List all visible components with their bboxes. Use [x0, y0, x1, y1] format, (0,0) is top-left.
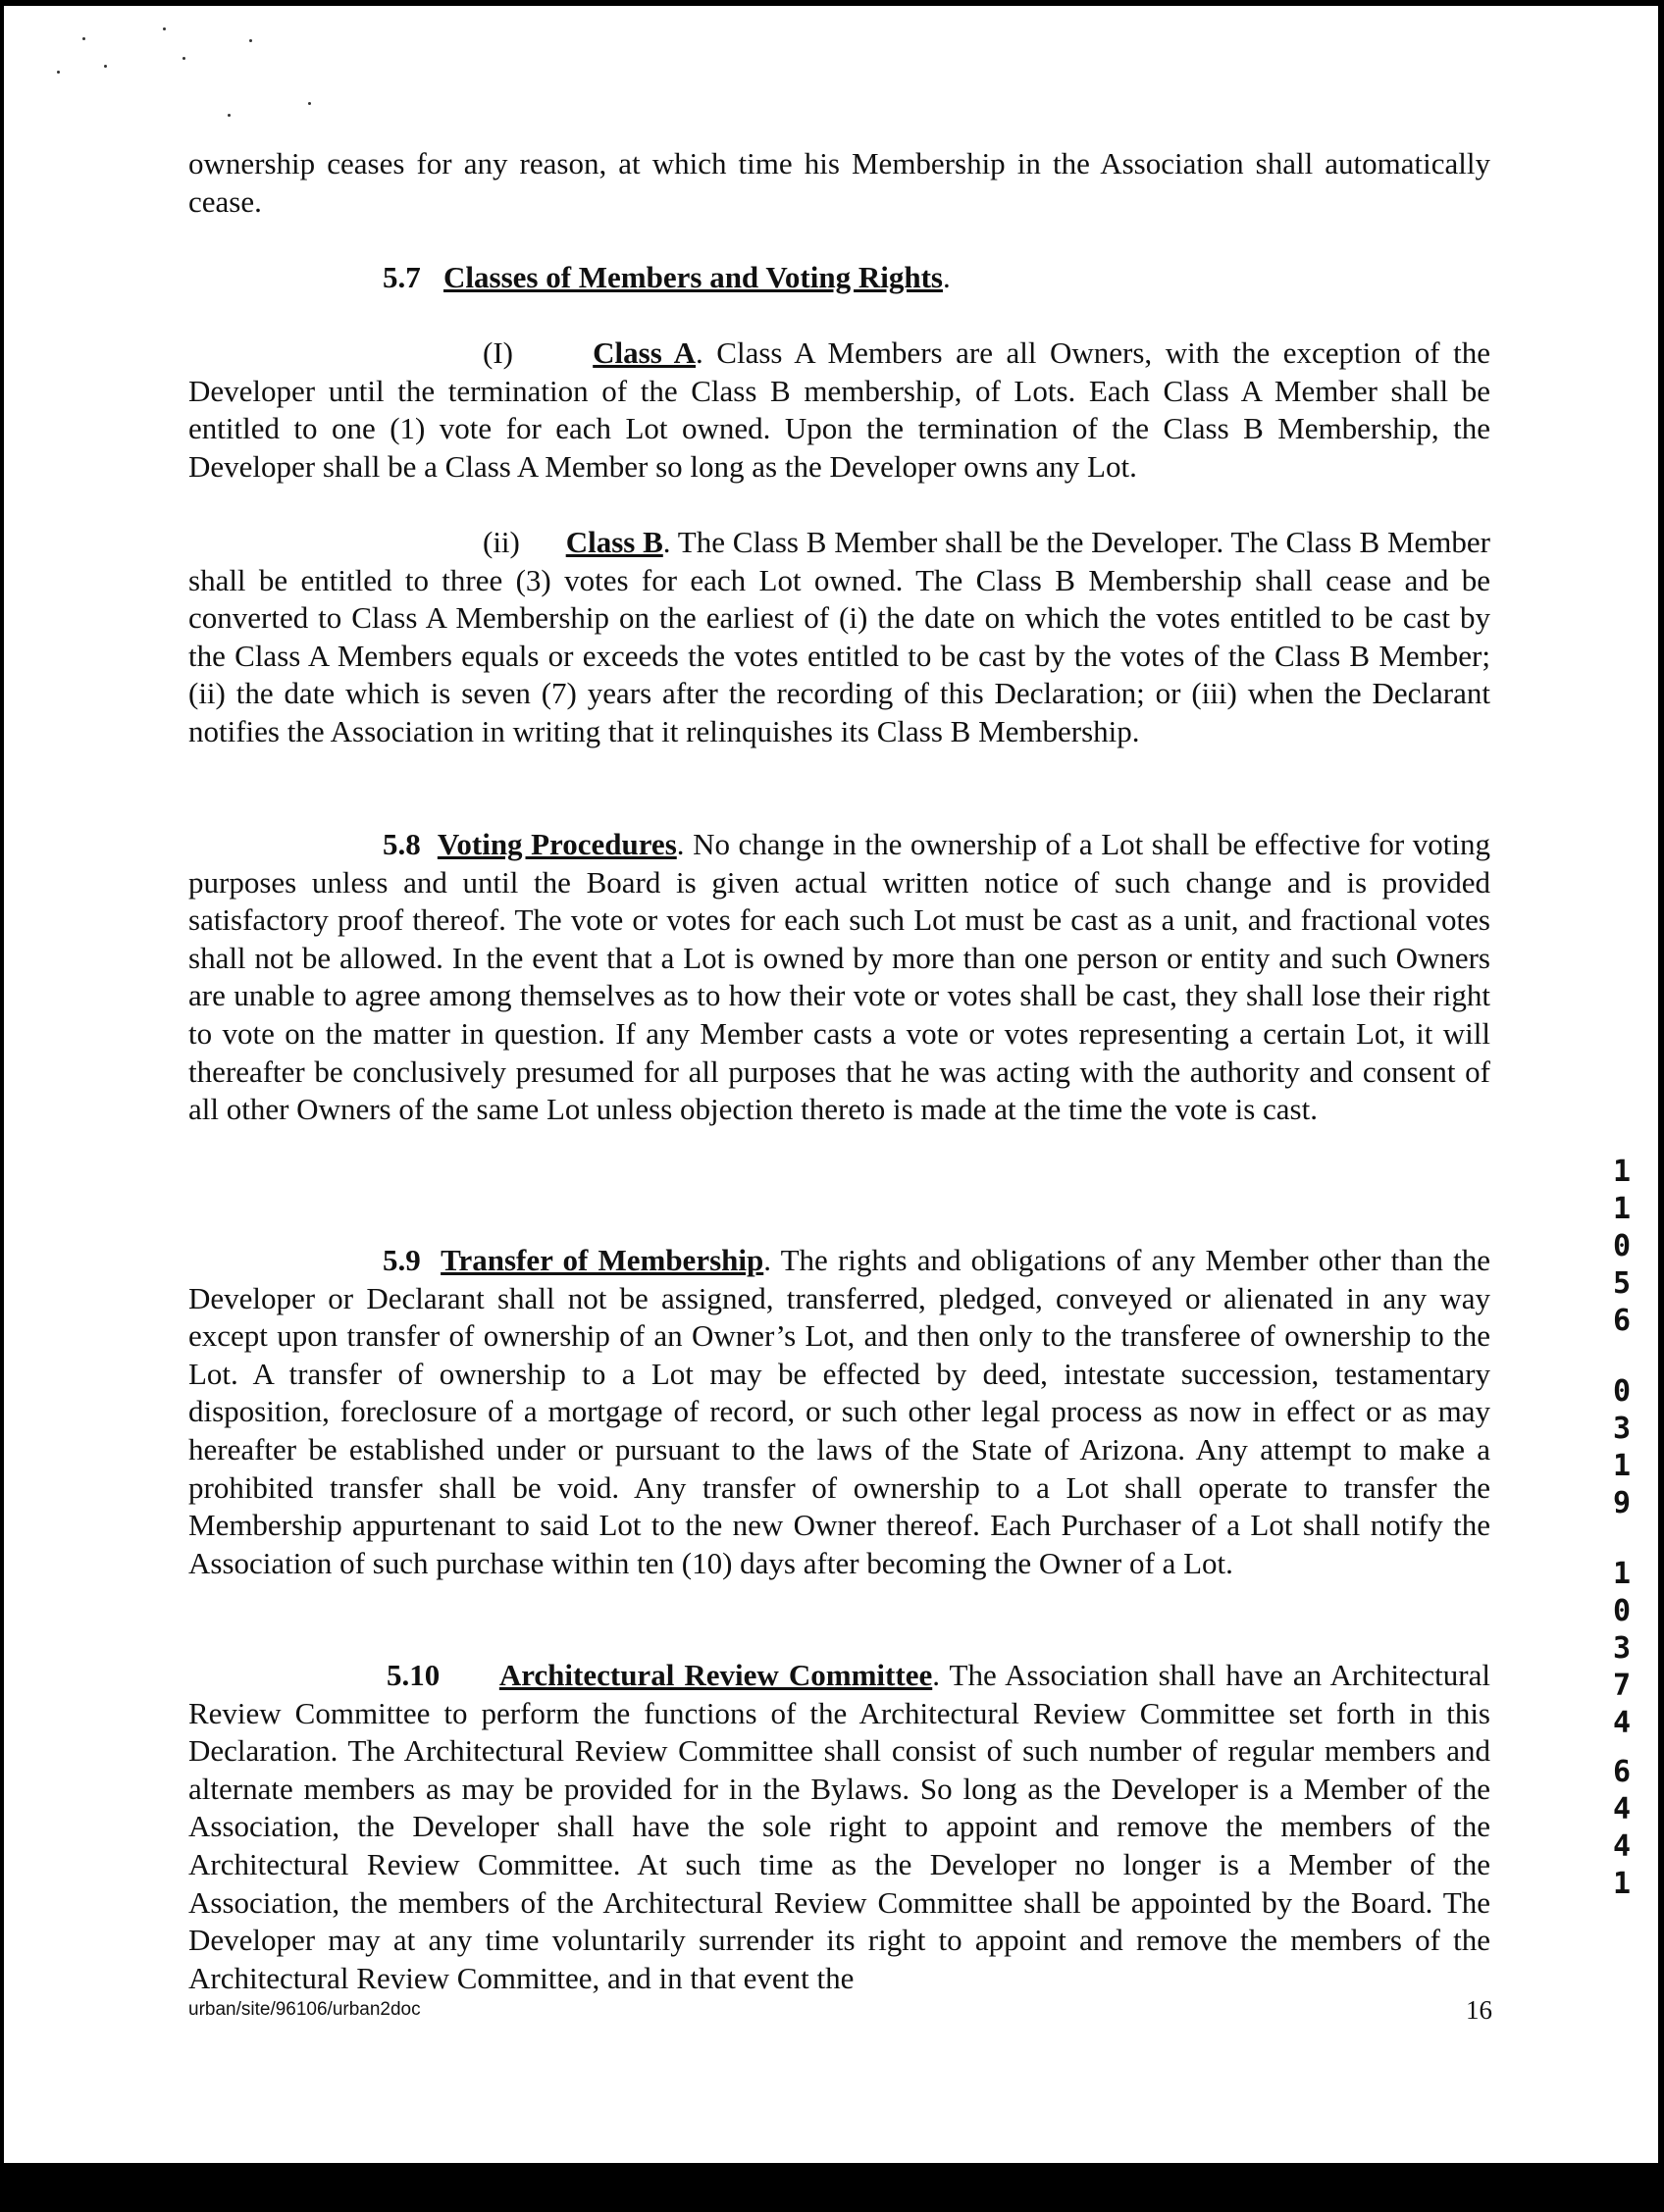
- clause-label: Class A: [593, 335, 697, 370]
- scan-speck: [104, 65, 107, 68]
- section-5-8-paragraph: 5.8 Voting Procedures. No change in the ownership of a Lot shall be effective for voting purposes unless and until the Board is given actual written notice of such change and is provided satisfactory proof thereof. The vote or votes for each such Lot must be cast as a unit, and fractional votes shall not be allowed. In the event that a Lot is owned by more than one person or entity and such Owners are unable to agree among themselves as to how their vote or votes shall be cast, they shall lose their right to vote on the matter in question. If any Member casts a vote or votes representing a certain Lot, it will thereafter be conclusively presumed for all purposes that he was acting with the authority and consent of all other Owners of the same Lot unless objection thereto is made at the time the vote is cast.: [188, 827, 1490, 1127]
- section-number: 5.8: [383, 827, 421, 861]
- footer-document-path: urban/site/96106/urban2doc: [188, 1999, 421, 2020]
- scan-speck: [82, 37, 85, 40]
- scan-speck: [308, 102, 311, 105]
- stamp-digit: 3: [1612, 1412, 1632, 1446]
- footer-page-number: 16: [1466, 1995, 1492, 2025]
- scan-speck: [57, 71, 60, 74]
- section-text: The Association shall have an Architectural Review Committee to perform the functions of the Architectural Review Committee set forth in this Declaration. The Architectural Review Committee shall consist of such number of regular members and alternate members as may be provided for in the Bylaws. So long as the Developer is a Member of the Association, the Developer shall have the sole right to appoint and remove the members of the Architectural Review Committee. At such time as the Developer no longer is a Member of the Association, the members of the Architectural Review Committee shall be appointed by the Board. The Developer may at any time voluntarily surrender its right to appoint and remove the members of the Architectural Review Committee, and in that event the: [188, 1658, 1490, 1995]
- side-stamp-group-1: [1607, 1154, 1637, 1340]
- section-5-9-paragraph: 5.9 Transfer of Membership. The rights and obligations of any Member other than the Developer or Declarant shall not be assigned, transferred, pledged, conveyed or alienated in any way except upon transfer of ownership of an Owner’s Lot, and then only to the transferee of ownership to the Lot. A transfer of ownership to a Lot may be effected by deed, intestate succession, testamentary disposition, foreclosure of a mortgage of record, or such other legal process as now in effect or as may hereafter be established under or pursuant to the laws of the State of Arizona. Any attempt to make a prohibited transfer shall be void. Any transfer of ownership to a Lot shall operate to transfer the Membership appurtenant to said Lot to the new Owner thereof. Each Purchaser of a Lot shall notify the Association of such purchase within ten (10) days after becoming the Owner of a Lot.: [188, 1243, 1490, 1580]
- scan-speck: [228, 114, 231, 117]
- scan-speck: [163, 27, 166, 30]
- stamp-digit: 5: [1612, 1266, 1632, 1301]
- intro-paragraph: ownership ceases for any reason, at which time his Membership in the Association shall automatically cease.: [188, 146, 1490, 219]
- stamp-digit: 9: [1612, 1486, 1632, 1520]
- scan-speck: [249, 39, 252, 42]
- class-b-paragraph: (ii) Class B. The Class B Member shall be the Developer. The Class B Member shall be entitled to three (3) votes for each Lot owned. The Class B Membership shall cease and be converted to Class A Membership on the earliest of (i) the date on which the votes entitled to be cast by the Class A Members equals or exceeds the votes entitled to be cast by the votes of the Class B Member; (ii) the date which is seven (7) years after the recording of this Declaration; or (iii) when the Declarant notifies the Association in writing that it relinquishes its Class B Membership.: [188, 525, 1490, 748]
- stamp-digit: 1: [1612, 1155, 1632, 1189]
- side-stamp-group-2: [1607, 1373, 1637, 1522]
- section-text: The rights and obligations of any Member other than the Developer or Declarant shall not be assigned, transferred, pledged, conveyed or alienated in any way except upon transfer of ownership of an Owner’s Lot, and then only to the transferee of ownership to the Lot. A transfer of ownership to a Lot may be effected by deed, intestate succession, testamentary disposition, foreclosure of a mortgage of record, or such other legal process as now in effect or as may hereafter be established under or pursuant to the laws of the State of Arizona. Any attempt to make a prohibited transfer shall be void. Any transfer of ownership to a Lot shall operate to transfer the Membership appurtenant to said Lot to the new Owner thereof. Each Purchaser of a Lot shall notify the Association of such purchase within ten (10) days after becoming the Owner of a Lot.: [188, 1243, 1490, 1580]
- section-number: 5.7: [383, 260, 421, 294]
- clause-text: The Class B Member shall be the Developer. The Class B Member shall be entitled to three (3) votes for each Lot owned. The Class B Membership shall cease and be converted to Class A Membership on the earliest of (i) the date on which the votes entitled to be cast by the Class A Members equals or exceeds the votes entitled to be cast by the votes of the Class B Member; (ii) the date which is seven (7) years after the recording of this Declaration; or (iii) when the Declarant notifies the Association in writing that it relinquishes its Class B Membership.: [188, 525, 1490, 748]
- stamp-digit: 6: [1612, 1304, 1632, 1338]
- clause-marker: (ii): [483, 525, 520, 559]
- stamp-digit: 4: [1612, 1706, 1632, 1740]
- stamp-digit: 6: [1612, 1755, 1632, 1789]
- scan-border-left: [0, 0, 4, 2212]
- scan-border-top: [0, 0, 1664, 6]
- clause-label: Class B: [565, 525, 663, 559]
- section-number: 5.9: [383, 1243, 421, 1277]
- stamp-digit: 0: [1612, 1229, 1632, 1263]
- scan-border-bottom: [0, 2163, 1664, 2212]
- stamp-digit: 1: [1612, 1192, 1632, 1226]
- section-title: Transfer of Membership: [441, 1243, 764, 1277]
- section-title: Architectural Review Committee: [498, 1658, 933, 1692]
- section-number: 5.10: [387, 1658, 441, 1692]
- side-stamp-group-3: [1607, 1556, 1637, 1742]
- scan-border-right: [1658, 0, 1664, 2212]
- stamp-digit: 1: [1612, 1557, 1632, 1591]
- section-title: Voting Procedures: [437, 827, 677, 861]
- section-text: No change in the ownership of a Lot shall be effective for voting purposes unless and until the Board is given actual written notice of such change and is provided satisfactory proof thereof. The vote or votes for each such Lot must be cast as a unit, and fractional votes shall not be allowed. In the event that a Lot is owned by more than one person or entity and such Owners are unable to agree among themselves as to how their vote or votes shall be cast, they shall lose their right to vote on the matter in question. If any Member casts a vote or votes representing a certain Lot, it will thereafter be conclusively presumed for all purposes that he was acting with the authority and consent of all other Owners of the same Lot unless objection thereto is made at the time the vote is cast.: [188, 827, 1490, 1127]
- section-5-7-heading: 5.7 Classes of Members and Voting Rights.: [383, 260, 951, 294]
- section-title: Classes of Members and Voting Rights: [443, 260, 943, 294]
- section-5-10-paragraph: 5.10 Architectural Review Committee. The Association shall have an Architectural Review Committee to perform the functions of the Architectural Review Committee set forth in this Declaration. The Architectural Review Committee shall consist of such number of regular members and alternate members as may be provided for in the Bylaws. So long as the Developer is a Member of the Association, the Developer shall have the sole right to appoint and remove the members of the Architectural Review Committee. At such time as the Developer no longer is a Member of the Association, the members of the Architectural Review Committee shall be appointed by the Board. The Developer may at any time voluntarily surrender its right to appoint and remove the members of the Architectural Review Committee, and in that event the: [188, 1658, 1490, 1995]
- clause-marker: (I): [483, 335, 513, 370]
- stamp-digit: 7: [1612, 1669, 1632, 1703]
- stamp-digit: 4: [1612, 1792, 1632, 1826]
- stamp-digit: 3: [1612, 1631, 1632, 1666]
- class-a-paragraph: (I) Class A. Class A Members are all Owners, with the exception of the Developer until the termination of the Class B membership, of Lots. Each Class A Member shall be entitled to one (1) vote for each Lot owned. Upon the termination of the Class B Membership, the Developer shall be a Class A Member so long as the Developer owns any Lot.: [188, 335, 1490, 484]
- stamp-digit: 1: [1612, 1449, 1632, 1483]
- stamp-digit: 4: [1612, 1829, 1632, 1864]
- side-stamp-group-4: [1607, 1754, 1637, 1903]
- scan-speck: [182, 57, 185, 60]
- stamp-digit: 0: [1612, 1374, 1632, 1409]
- stamp-digit: 0: [1612, 1594, 1632, 1628]
- clause-text: Class A Members are all Owners, with the exception of the Developer until the termination of the Class B membership, of Lots. Each Class A Member shall be entitled to one (1) vote for each Lot owned. Upon the termination of the Class B Membership, the Developer shall be a Class A Member so long as the Developer owns any Lot.: [188, 335, 1490, 484]
- stamp-digit: 1: [1612, 1867, 1632, 1901]
